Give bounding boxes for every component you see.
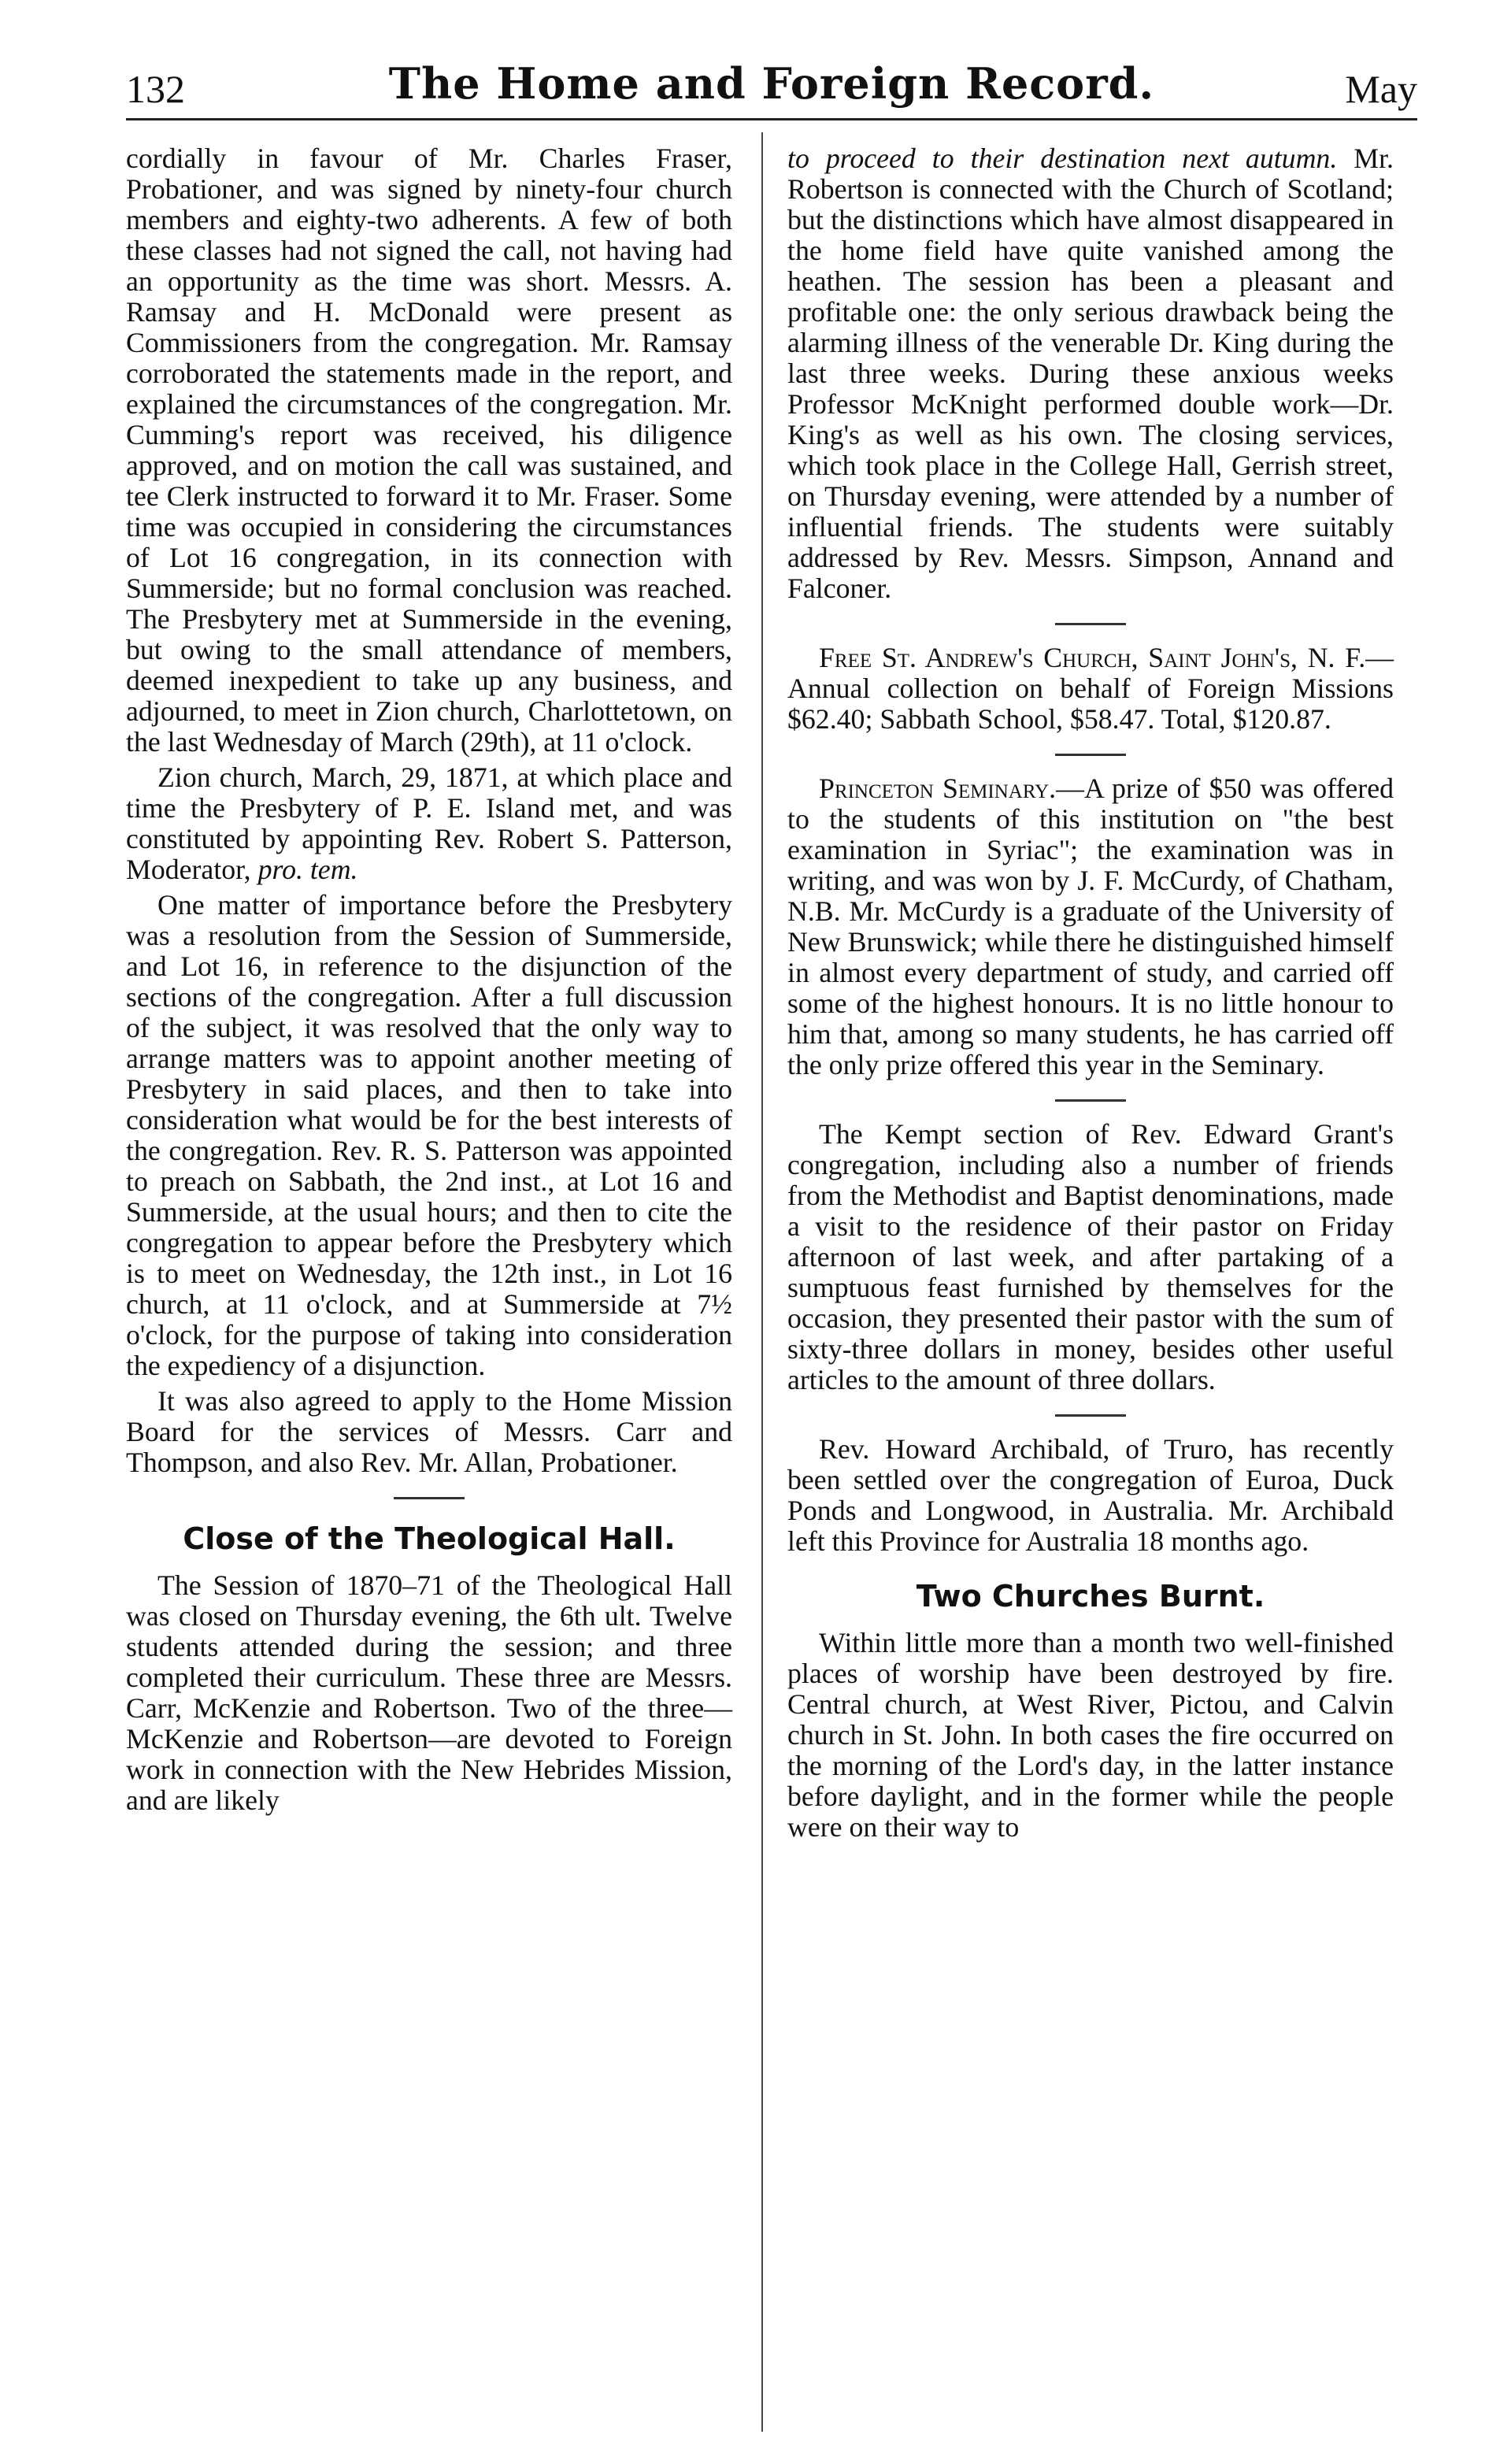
- section-separator: [394, 1497, 465, 1499]
- section-separator: [1055, 623, 1126, 625]
- running-head: [126, 55, 1417, 118]
- right-column: [787, 143, 1394, 1847]
- presbytery-report-paragraph: cordially in favour of Mr. Charles Fraser, Probationer, and was signed by ninety-four church members and eighty-two adherents. A few of both these classes had not signed the call, not having had an opportunity as the time was short. Messrs. A. Ramsay and H. McDonald were present as Commissioners from the congregation. Mr. Ramsay corroborated the statements made in the report, and explained the circumstances of the congregation. Mr. Cumming's report was received, his diligence approved, and on motion the call was sustained, and tee Clerk instructed to forward it to Mr. Fraser. Some time was occupied in considering the circumstances of Lot 16 congregation, in its connection with Summerside; but no formal conclusion was reached. The Presbytery met at Summerside in the evening, but owing to the small attendance of members, deemed inexpedient to take up any business, and adjourned, to meet in Zion church, Charlottetown, on the last Wednesday of March (29th), at 11 o'clock.: [126, 143, 732, 758]
- free-st-andrews-paragraph: [787, 643, 1394, 735]
- archibald-paragraph: Rev. Howard Archibald, of Truro, has recently been settled over the congregation of Euroa, Duck Ponds and Longwood, in Australia. Mr. Archibald left this Province for Australia 18 months ago.: [787, 1433, 1394, 1557]
- section-separator: [1055, 1099, 1126, 1102]
- free-st-andrews-title: Free St. Andrew's Church, Saint John's, N. F.: [819, 642, 1366, 673]
- session-continuation-paragraph: [787, 143, 1394, 604]
- princeton-seminary-title: Princeton Seminary.: [819, 773, 1057, 804]
- churches-burnt-paragraph: Within little more than a month two well-finished places of worship have been destroyed by fire. Central church, at West River, Pictou, and Calvin church in St. John. In both cases the fire occurred on the morning of the Lord's day, in the latter instance before daylight, and in the former while the people were on their way to: [787, 1627, 1394, 1843]
- princeton-seminary-text: —A prize of $50 was offered to the students of this institution on "the best examination in Syriac"; the examination was in writing, and was won by J. F. McCurdy, of Chatham, N.B. Mr. McCurdy is a graduate of the University of New Brunswick; while there he distinguished himself in almost every department of study, and carried off some of the highest honours. It is no little honour to him that, among so many students, he has carried off the only prize offered this year in the Seminary.: [787, 773, 1394, 1080]
- destination-italic: to proceed to their destination next autumn.: [787, 143, 1338, 174]
- disjunction-paragraph: One matter of importance before the Presbytery was a resolution from the Session of Summerside, and Lot 16, in reference to the disjunction of the sections of the congregation. After a full discussion of the subject, it was resolved that the only way to arrange matters was to appoint another meeting of Presbytery in said places, and then to take into consideration what would be for the best interests of the congregation. Rev. R. S. Patterson was appointed to preach on Sabbath, the 2nd inst., at Lot 16 and Summerside, at the usual hours; and then to cite the congregation to appear before the Presbytery which is to meet on Wednesday, the 12th inst., in Lot 16 church, at 11 o'clock, and at Summerside at 7½ o'clock, for the purpose of taking into consideration the expediency of a disjunction.: [126, 889, 732, 1381]
- princeton-seminary-paragraph: [787, 773, 1394, 1080]
- section-separator: [1055, 1414, 1126, 1417]
- session-continuation-text: Mr. Robertson is connected with the Church of Scotland; but the distinctions which have almost disappeared in the home field have quite vanished among the heathen. The session has been a pleasant and profitable one: the only serious drawback being the alarming illness of the venerable Dr. King during the last three weeks. During these anxious weeks Professor McKnight performed double work—Dr. King's as well as his own. The closing services, which took place in the College Hall, Gerrish street, on Thursday evening, were attended by a number of influential friends. The students were suitably addressed by Rev. Messrs. Simpson, Annand and Falconer.: [787, 143, 1394, 604]
- pro-tem-italic: pro. tem.: [257, 854, 358, 885]
- free-st-andrews-text: —Annual collection on behalf of Foreign Missions $62.40; Sabbath School, $58.47. Total, $120.87.: [787, 642, 1394, 735]
- zion-church-text: Zion church, March, 29, 1871, at which place and time the Presbytery of P. E. Island met, and was constituted by appointing Rev. Robert S. Patterson, Moderator,: [126, 761, 732, 885]
- theological-hall-paragraph: The Session of 1870–71 of the Theological Hall was closed on Thursday evening, the 6th ult. Twelve students attended during the session; and three completed their curriculum. These three are Messrs. Carr, McKenzie and Robertson. Two of the three—McKenzie and Robertson—are devoted to Foreign work in connection with the New Hebrides Mission, and are likely: [126, 1569, 732, 1816]
- churches-burnt-heading: Two Churches Burnt.: [916, 1579, 1265, 1614]
- journal-title: The Home and Foreign Record.: [388, 58, 1155, 109]
- page-number: 132: [126, 67, 185, 111]
- home-mission-paragraph: It was also agreed to apply to the Home Mission Board for the services of Messrs. Carr and Thompson, and also Rev. Mr. Allan, Probationer.: [126, 1385, 732, 1478]
- theological-hall-heading: Close of the Theological Hall.: [183, 1521, 676, 1556]
- zion-church-paragraph: [126, 762, 732, 885]
- header-rule: [126, 118, 1417, 120]
- kempt-section-paragraph: The Kempt section of Rev. Edward Grant's congregation, including also a number of friends from the Methodist and Baptist denominations, made a visit to the residence of their pastor on Friday afternoon of last week, and after partaking of a sumptuous feast furnished by themselves for the occasion, they presented their pastor with the sum of sixty-three dollars in money, besides other useful articles to the amount of three dollars.: [787, 1118, 1394, 1395]
- section-separator: [1055, 754, 1126, 756]
- left-column: [126, 143, 732, 1821]
- column-divider: [761, 132, 763, 2432]
- issue-month: May: [1345, 67, 1417, 111]
